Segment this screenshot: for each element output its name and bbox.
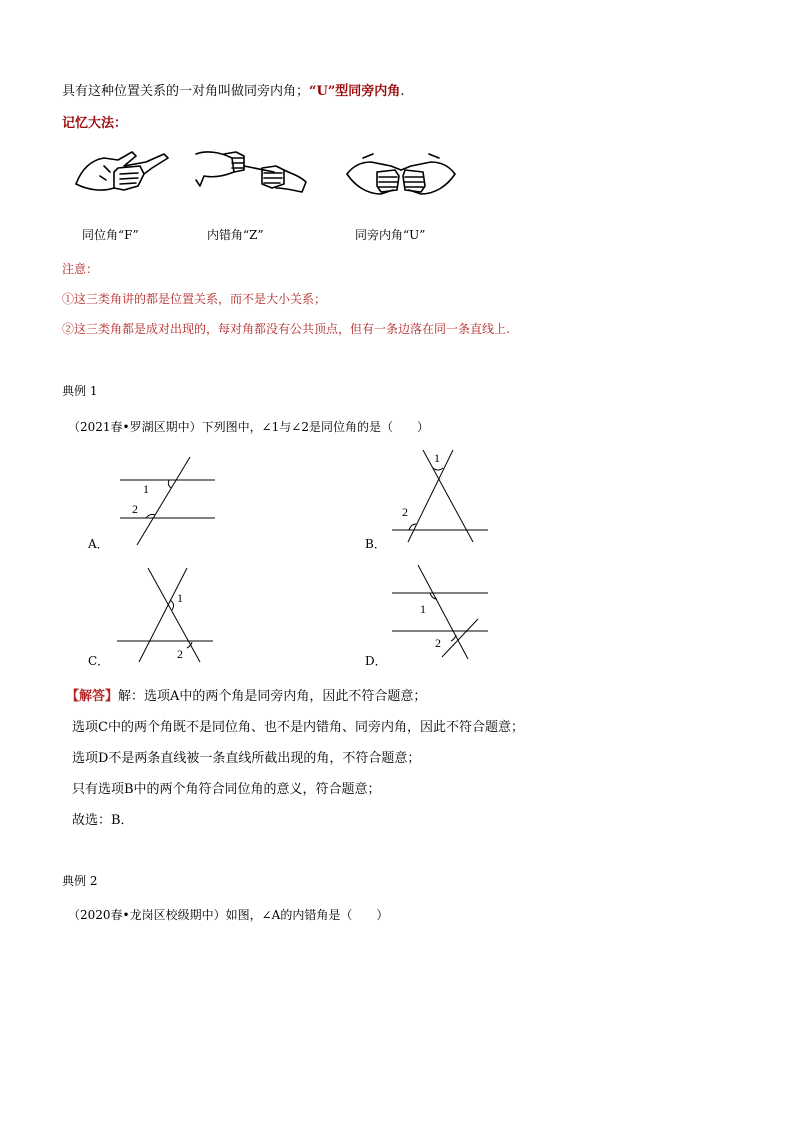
hand-gesture-u-image — [343, 146, 459, 202]
intro-text: 具有这种位置关系的一对角叫做同旁内角； — [62, 84, 310, 99]
memory-title: 记忆大法： — [62, 116, 128, 131]
figure-c-angle-1: 1 — [177, 591, 183, 605]
note-item-2: ②这三类角都是成对出现的，每对角都没有公共顶点，但有一条边落在同一条直线上. — [62, 322, 510, 336]
figure-c-angle-2: 2 — [177, 647, 183, 661]
figure-c — [115, 566, 220, 666]
hand-gesture-f-image — [74, 146, 170, 196]
caption-z: 内错角“Z” — [207, 228, 264, 242]
figure-a-angle-2: 2 — [132, 502, 138, 516]
note-title: 注意： — [62, 262, 99, 276]
figure-a — [115, 455, 220, 550]
solution-line-2: 选项C中的两个角既不是同位角、也不是内错角、同旁内角，因此不符合题意； — [72, 720, 524, 735]
option-c-label: C． — [88, 654, 110, 668]
option-a-label: A． — [88, 537, 109, 551]
solution-line-4: 只有选项B中的两个角符合同位角的意义，符合题意； — [72, 782, 381, 797]
hand-gesture-z-image — [192, 146, 310, 196]
figure-b-angle-1: 1 — [434, 451, 440, 465]
example2-question: （2020春•龙岗区校级期中）如图，∠A的内错角是（ ） — [68, 908, 389, 922]
figure-d-angle-1: 1 — [420, 602, 426, 616]
solution-line-1 — [66, 685, 426, 704]
solution-line-3: 选项D不是两条直线被一条直线所截出现的角，不符合题意； — [72, 751, 421, 766]
example1-title: 典例 1 — [62, 384, 98, 398]
intro-highlight: “U”型同旁内角 — [309, 84, 401, 99]
example2-title: 典例 2 — [62, 874, 98, 888]
intro-line — [62, 80, 404, 99]
note-item-1: ①这三类角讲的都是位置关系，而不是大小关系； — [62, 292, 327, 306]
figure-d-angle-2: 2 — [435, 636, 441, 650]
option-d-label: D． — [365, 654, 387, 668]
figure-d — [390, 563, 495, 663]
solution-text-1: 解：选项A中的两个角是同旁内角，因此不符合题意； — [118, 689, 427, 704]
solution-tag: 【解答】 — [66, 689, 119, 704]
option-b-label: B． — [365, 537, 386, 551]
intro-suffix: . — [400, 84, 405, 99]
example1-question: （2021春•罗湖区期中）下列图中，∠1与∠2是同位角的是（ ） — [68, 420, 429, 434]
solution-line-5: 故选：B． — [72, 813, 134, 828]
figure-b-angle-2: 2 — [402, 505, 408, 519]
figure-b — [390, 446, 495, 546]
figure-a-angle-1: 1 — [143, 482, 149, 496]
caption-f: 同位角“F” — [82, 228, 139, 242]
caption-u: 同旁内角“U” — [355, 228, 426, 242]
